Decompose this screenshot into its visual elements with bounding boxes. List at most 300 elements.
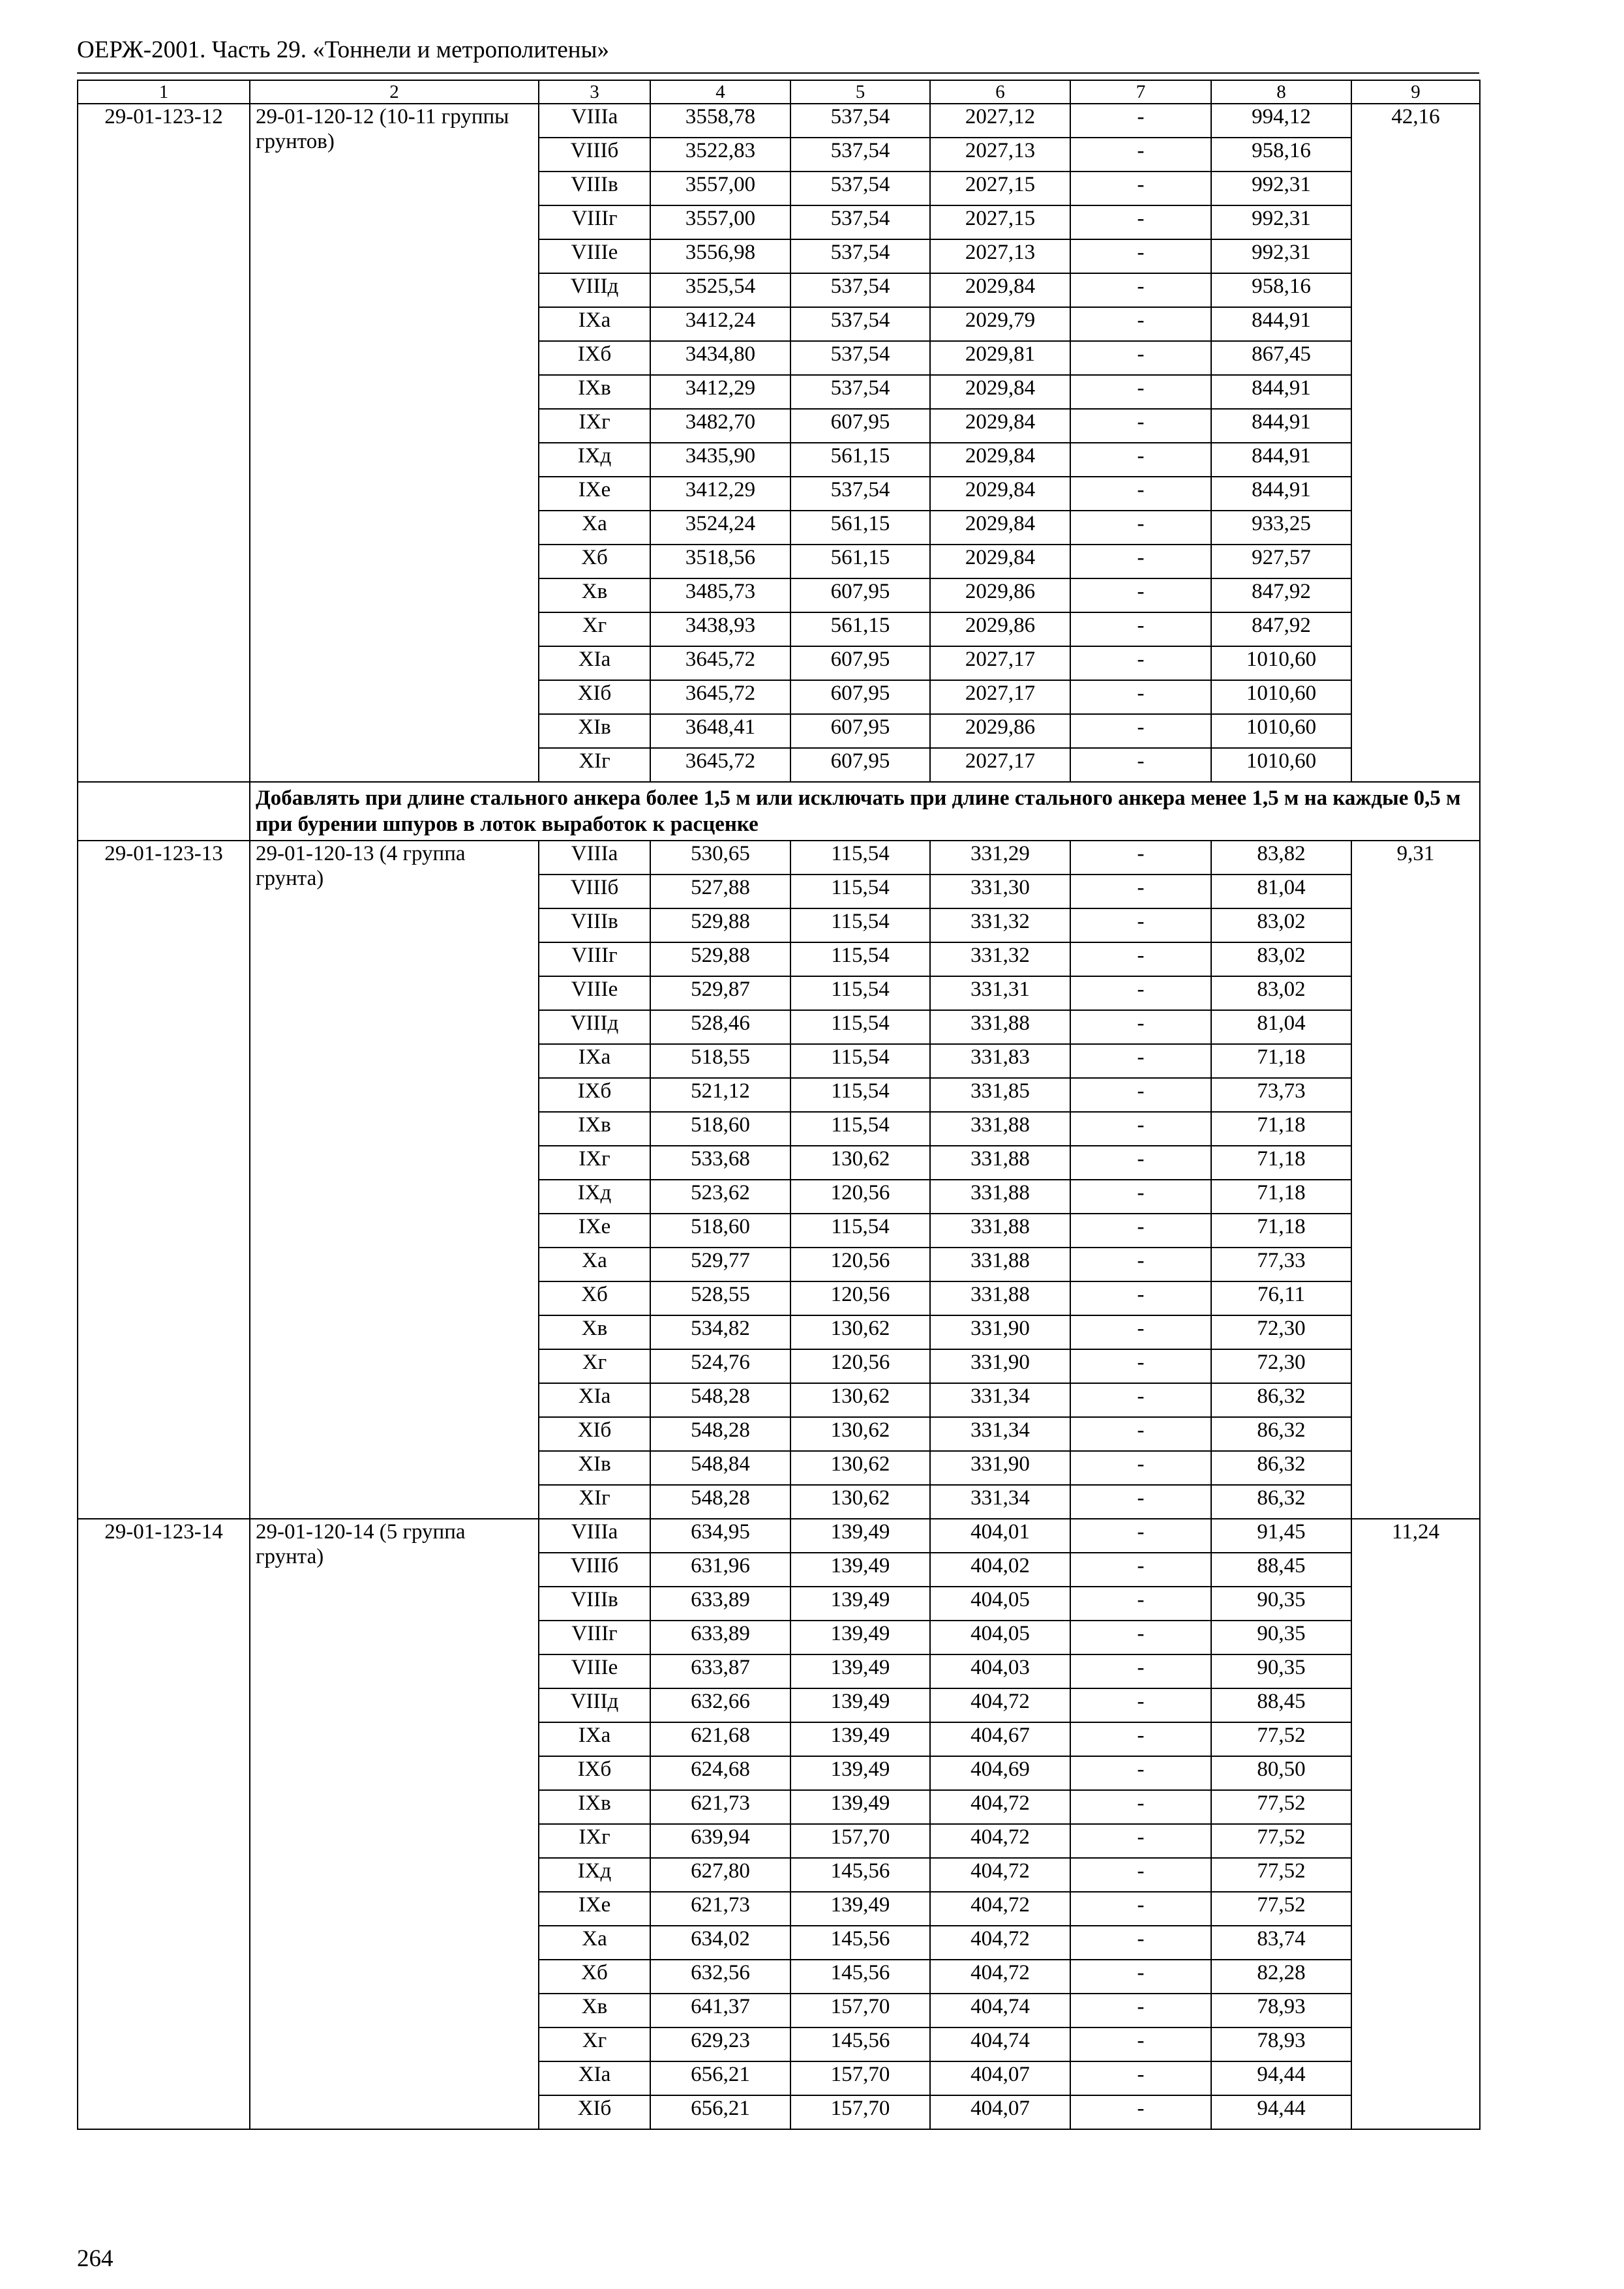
value-col4: 524,76	[650, 1349, 790, 1383]
value-col7: -	[1070, 1858, 1211, 1892]
value-col5: 130,62	[790, 1146, 930, 1180]
note-text: Добавлять при длине стального анкера более 1,5 м или исключать при длине стального анкера менее 1,5 м на каждые 0,5 м при бурении шпуров в лоток выработок к расценке	[250, 782, 1480, 841]
value-col6: 331,90	[930, 1315, 1070, 1349]
value-col5: 145,56	[790, 1858, 930, 1892]
value-col5: 120,56	[790, 1281, 930, 1315]
value-col8: 958,16	[1211, 138, 1351, 172]
value-col6: 2027,13	[930, 138, 1070, 172]
rate-code: 29-01-123-13	[78, 841, 250, 1519]
rock-category: XIв	[539, 714, 650, 748]
value-col4: 518,60	[650, 1214, 790, 1248]
value-col7: -	[1070, 1553, 1211, 1587]
rock-category: Xг	[539, 612, 650, 646]
value-col7: -	[1070, 1044, 1211, 1078]
value-col6: 331,88	[930, 1248, 1070, 1281]
value-col9: 11,24	[1351, 1519, 1480, 2129]
value-col4: 631,96	[650, 1553, 790, 1587]
value-col5: 115,54	[790, 1112, 930, 1146]
rock-category: XIв	[539, 1451, 650, 1485]
value-col4: 3556,98	[650, 239, 790, 273]
value-col8: 844,91	[1211, 443, 1351, 477]
value-col8: 86,32	[1211, 1485, 1351, 1519]
rock-category: XIг	[539, 1485, 650, 1519]
value-col5: 115,54	[790, 908, 930, 942]
value-col4: 3645,72	[650, 646, 790, 680]
rock-category: IXа	[539, 1722, 650, 1756]
value-col5: 537,54	[790, 307, 930, 341]
value-col4: 633,87	[650, 1654, 790, 1688]
value-col4: 634,02	[650, 1926, 790, 1960]
column-number: 4	[650, 80, 790, 104]
value-col5: 537,54	[790, 273, 930, 307]
value-col5: 139,49	[790, 1688, 930, 1722]
value-col6: 404,07	[930, 2061, 1070, 2095]
value-col8: 83,02	[1211, 976, 1351, 1010]
value-col6: 404,01	[930, 1519, 1070, 1553]
value-col5: 120,56	[790, 1349, 930, 1383]
value-col6: 331,88	[930, 1146, 1070, 1180]
value-col7: -	[1070, 443, 1211, 477]
value-col6: 331,88	[930, 1214, 1070, 1248]
column-number: 3	[539, 80, 650, 104]
rock-category: XIа	[539, 1383, 650, 1417]
value-col4: 641,37	[650, 1994, 790, 2027]
value-col5: 139,49	[790, 1621, 930, 1654]
value-col5: 157,70	[790, 1824, 930, 1858]
value-col8: 72,30	[1211, 1349, 1351, 1383]
value-col4: 3485,73	[650, 578, 790, 612]
rock-category: IXд	[539, 1858, 650, 1892]
value-col7: -	[1070, 409, 1211, 443]
value-col5: 607,95	[790, 578, 930, 612]
rock-category: Xа	[539, 511, 650, 545]
value-col7: -	[1070, 273, 1211, 307]
value-col4: 518,60	[650, 1112, 790, 1146]
value-col8: 1010,60	[1211, 714, 1351, 748]
value-col8: 71,18	[1211, 1214, 1351, 1248]
value-col6: 2027,17	[930, 646, 1070, 680]
value-col8: 73,73	[1211, 1078, 1351, 1112]
value-col8: 1010,60	[1211, 646, 1351, 680]
column-number: 8	[1211, 80, 1351, 104]
rock-category: VIIIе	[539, 976, 650, 1010]
value-col4: 529,88	[650, 942, 790, 976]
value-col6: 2027,13	[930, 239, 1070, 273]
note-row	[78, 782, 1480, 841]
value-col7: -	[1070, 841, 1211, 875]
value-col8: 94,44	[1211, 2061, 1351, 2095]
value-col4: 629,23	[650, 2027, 790, 2061]
header-rule	[77, 72, 1479, 74]
value-col6: 2029,84	[930, 477, 1070, 511]
rock-category: VIIIа	[539, 841, 650, 875]
value-col7: -	[1070, 1214, 1211, 1248]
value-col8: 933,25	[1211, 511, 1351, 545]
value-col5: 115,54	[790, 1010, 930, 1044]
value-col8: 77,52	[1211, 1790, 1351, 1824]
value-col5: 561,15	[790, 511, 930, 545]
value-col7: -	[1070, 875, 1211, 908]
column-number: 5	[790, 80, 930, 104]
rate-description: 29-01-120-14 (5 группа грунта)	[250, 1519, 539, 2129]
value-col6: 331,32	[930, 908, 1070, 942]
value-col8: 77,33	[1211, 1248, 1351, 1281]
value-col7: -	[1070, 976, 1211, 1010]
value-col5: 139,49	[790, 1756, 930, 1790]
value-col7: -	[1070, 1587, 1211, 1621]
value-col6: 404,72	[930, 1824, 1070, 1858]
value-col5: 139,49	[790, 1587, 930, 1621]
value-col4: 634,95	[650, 1519, 790, 1553]
value-col8: 992,31	[1211, 239, 1351, 273]
value-col8: 992,31	[1211, 172, 1351, 205]
value-col4: 3522,83	[650, 138, 790, 172]
value-col5: 561,15	[790, 443, 930, 477]
value-col5: 145,56	[790, 1926, 930, 1960]
value-col6: 404,72	[930, 1858, 1070, 1892]
value-col5: 561,15	[790, 545, 930, 578]
value-col6: 2027,15	[930, 205, 1070, 239]
value-col7: -	[1070, 1824, 1211, 1858]
value-col4: 548,28	[650, 1417, 790, 1451]
value-col8: 77,52	[1211, 1722, 1351, 1756]
rock-category: VIIIб	[539, 1553, 650, 1587]
value-col7: -	[1070, 1010, 1211, 1044]
value-col6: 2029,84	[930, 511, 1070, 545]
value-col6: 331,88	[930, 1281, 1070, 1315]
value-col6: 2029,86	[930, 578, 1070, 612]
rock-category: IXе	[539, 1892, 650, 1926]
value-col5: 537,54	[790, 205, 930, 239]
value-col5: 145,56	[790, 2027, 930, 2061]
value-col6: 331,85	[930, 1078, 1070, 1112]
value-col7: -	[1070, 942, 1211, 976]
value-col6: 404,72	[930, 1688, 1070, 1722]
value-col6: 404,72	[930, 1926, 1070, 1960]
rock-category: IXв	[539, 375, 650, 409]
value-col6: 331,31	[930, 976, 1070, 1010]
value-col6: 404,07	[930, 2095, 1070, 2129]
value-col4: 3482,70	[650, 409, 790, 443]
value-col6: 404,05	[930, 1621, 1070, 1654]
value-col6: 2029,84	[930, 273, 1070, 307]
value-col4: 548,28	[650, 1383, 790, 1417]
rock-category: XIг	[539, 748, 650, 782]
value-col7: -	[1070, 307, 1211, 341]
value-col8: 994,12	[1211, 104, 1351, 138]
rock-category: IXа	[539, 1044, 650, 1078]
value-col6: 331,32	[930, 942, 1070, 976]
rate-code: 29-01-123-14	[78, 1519, 250, 2129]
value-col5: 157,70	[790, 2095, 930, 2129]
rock-category: IXе	[539, 477, 650, 511]
rock-category: IXг	[539, 1824, 650, 1858]
rock-category: VIIIб	[539, 138, 650, 172]
value-col8: 867,45	[1211, 341, 1351, 375]
value-col6: 404,74	[930, 1994, 1070, 2027]
value-col9: 9,31	[1351, 841, 1480, 1519]
value-col8: 90,35	[1211, 1587, 1351, 1621]
value-col7: -	[1070, 477, 1211, 511]
value-col5: 115,54	[790, 841, 930, 875]
value-col4: 3645,72	[650, 680, 790, 714]
value-col4: 3412,29	[650, 375, 790, 409]
value-col5: 130,62	[790, 1485, 930, 1519]
rock-category: VIIIд	[539, 1010, 650, 1044]
rock-category: VIIIв	[539, 172, 650, 205]
value-col6: 331,34	[930, 1383, 1070, 1417]
value-col8: 71,18	[1211, 1180, 1351, 1214]
value-col7: -	[1070, 1078, 1211, 1112]
value-col5: 607,95	[790, 714, 930, 748]
value-col8: 88,45	[1211, 1553, 1351, 1587]
value-col7: -	[1070, 680, 1211, 714]
value-col5: 120,56	[790, 1180, 930, 1214]
value-col6: 2029,84	[930, 545, 1070, 578]
rock-category: Xв	[539, 1994, 650, 2027]
rock-category: Xв	[539, 1315, 650, 1349]
value-col6: 331,83	[930, 1044, 1070, 1078]
value-col7: -	[1070, 1994, 1211, 2027]
rock-category: VIIIд	[539, 273, 650, 307]
rock-category: IXг	[539, 409, 650, 443]
rate-description: 29-01-120-12 (10-11 группы грунтов)	[250, 104, 539, 782]
rock-category: VIIIг	[539, 205, 650, 239]
table-row	[78, 1519, 1480, 1553]
value-col4: 3524,24	[650, 511, 790, 545]
value-col4: 3412,29	[650, 477, 790, 511]
value-col6: 331,34	[930, 1485, 1070, 1519]
value-col8: 1010,60	[1211, 680, 1351, 714]
value-col8: 844,91	[1211, 409, 1351, 443]
value-col7: -	[1070, 2027, 1211, 2061]
rock-category: VIIIе	[539, 1654, 650, 1688]
value-col7: -	[1070, 1892, 1211, 1926]
value-col7: -	[1070, 1451, 1211, 1485]
value-col4: 523,62	[650, 1180, 790, 1214]
value-col6: 2029,79	[930, 307, 1070, 341]
value-col6: 2027,17	[930, 748, 1070, 782]
column-number: 7	[1070, 80, 1211, 104]
value-col6: 2029,84	[930, 443, 1070, 477]
value-col5: 157,70	[790, 2061, 930, 2095]
page-header-title: ОЕРЖ-2001. Часть 29. «Тоннели и метрополитены»	[77, 37, 609, 63]
value-col8: 90,35	[1211, 1654, 1351, 1688]
value-col4: 528,46	[650, 1010, 790, 1044]
value-col5: 115,54	[790, 1044, 930, 1078]
value-col4: 548,28	[650, 1485, 790, 1519]
value-col5: 607,95	[790, 680, 930, 714]
value-col8: 81,04	[1211, 1010, 1351, 1044]
value-col5: 115,54	[790, 1078, 930, 1112]
value-col8: 83,82	[1211, 841, 1351, 875]
rock-category: XIа	[539, 2061, 650, 2095]
value-col8: 81,04	[1211, 875, 1351, 908]
value-col7: -	[1070, 908, 1211, 942]
value-col5: 120,56	[790, 1248, 930, 1281]
rock-category: VIIIг	[539, 1621, 650, 1654]
value-col5: 139,49	[790, 1519, 930, 1553]
value-col8: 77,52	[1211, 1892, 1351, 1926]
value-col7: -	[1070, 578, 1211, 612]
value-col5: 537,54	[790, 341, 930, 375]
value-col7: -	[1070, 1621, 1211, 1654]
value-col7: -	[1070, 2095, 1211, 2129]
value-col5: 130,62	[790, 1315, 930, 1349]
value-col8: 78,93	[1211, 2027, 1351, 2061]
rock-category: VIIIв	[539, 908, 650, 942]
value-col8: 958,16	[1211, 273, 1351, 307]
value-col6: 2027,12	[930, 104, 1070, 138]
value-col8: 847,92	[1211, 612, 1351, 646]
rock-category: IXв	[539, 1790, 650, 1824]
value-col5: 561,15	[790, 612, 930, 646]
value-col7: -	[1070, 714, 1211, 748]
value-col5: 130,62	[790, 1383, 930, 1417]
column-number-row	[78, 80, 1480, 104]
value-col8: 83,02	[1211, 908, 1351, 942]
value-col7: -	[1070, 1654, 1211, 1688]
rock-category: IXв	[539, 1112, 650, 1146]
value-col5: 607,95	[790, 646, 930, 680]
value-col7: -	[1070, 1315, 1211, 1349]
value-col4: 621,68	[650, 1722, 790, 1756]
value-col5: 139,49	[790, 1722, 930, 1756]
value-col5: 537,54	[790, 172, 930, 205]
value-col7: -	[1070, 1281, 1211, 1315]
column-number: 2	[250, 80, 539, 104]
value-col6: 2029,86	[930, 714, 1070, 748]
value-col7: -	[1070, 104, 1211, 138]
rock-category: Xг	[539, 2027, 650, 2061]
value-col4: 533,68	[650, 1146, 790, 1180]
rock-category: Xг	[539, 1349, 650, 1383]
value-col7: -	[1070, 375, 1211, 409]
value-col4: 529,87	[650, 976, 790, 1010]
value-col6: 2027,17	[930, 680, 1070, 714]
value-col6: 331,29	[930, 841, 1070, 875]
value-col4: 621,73	[650, 1892, 790, 1926]
value-col4: 627,80	[650, 1858, 790, 1892]
value-col7: -	[1070, 545, 1211, 578]
value-col5: 115,54	[790, 976, 930, 1010]
value-col8: 94,44	[1211, 2095, 1351, 2129]
value-col6: 2027,15	[930, 172, 1070, 205]
rock-category: IXб	[539, 1078, 650, 1112]
value-col4: 528,55	[650, 1281, 790, 1315]
value-col7: -	[1070, 239, 1211, 273]
value-col8: 86,32	[1211, 1451, 1351, 1485]
value-col5: 537,54	[790, 375, 930, 409]
value-col4: 656,21	[650, 2095, 790, 2129]
rock-category: IXб	[539, 341, 650, 375]
rate-description: 29-01-120-13 (4 группа грунта)	[250, 841, 539, 1519]
value-col4: 518,55	[650, 1044, 790, 1078]
rate-code: 29-01-123-12	[78, 104, 250, 782]
value-col7: -	[1070, 138, 1211, 172]
rock-category: IXд	[539, 1180, 650, 1214]
rock-category: VIIIе	[539, 239, 650, 273]
value-col6: 404,74	[930, 2027, 1070, 2061]
rock-category: VIIIд	[539, 1688, 650, 1722]
value-col7: -	[1070, 748, 1211, 782]
value-col7: -	[1070, 1146, 1211, 1180]
value-col5: 139,49	[790, 1790, 930, 1824]
value-col4: 527,88	[650, 875, 790, 908]
value-col7: -	[1070, 172, 1211, 205]
value-col8: 76,11	[1211, 1281, 1351, 1315]
rock-category: IXд	[539, 443, 650, 477]
value-col4: 534,82	[650, 1315, 790, 1349]
value-col6: 2029,84	[930, 409, 1070, 443]
table-row	[78, 104, 1480, 138]
value-col8: 77,52	[1211, 1858, 1351, 1892]
value-col6: 2029,81	[930, 341, 1070, 375]
value-col4: 529,77	[650, 1248, 790, 1281]
value-col8: 82,28	[1211, 1960, 1351, 1994]
rock-category: IXг	[539, 1146, 650, 1180]
rates-table	[77, 80, 1481, 2130]
value-col7: -	[1070, 646, 1211, 680]
value-col4: 621,73	[650, 1790, 790, 1824]
value-col6: 331,90	[930, 1451, 1070, 1485]
rock-category: Xв	[539, 578, 650, 612]
value-col7: -	[1070, 1383, 1211, 1417]
value-col8: 1010,60	[1211, 748, 1351, 782]
value-col8: 927,57	[1211, 545, 1351, 578]
value-col7: -	[1070, 2061, 1211, 2095]
value-col5: 115,54	[790, 1214, 930, 1248]
rock-category: IXа	[539, 307, 650, 341]
rock-category: VIIIг	[539, 942, 650, 976]
value-col4: 521,12	[650, 1078, 790, 1112]
value-col7: -	[1070, 205, 1211, 239]
value-col4: 656,21	[650, 2061, 790, 2095]
value-col4: 633,89	[650, 1621, 790, 1654]
value-col8: 71,18	[1211, 1044, 1351, 1078]
value-col8: 992,31	[1211, 205, 1351, 239]
value-col4: 624,68	[650, 1756, 790, 1790]
value-col4: 3525,54	[650, 273, 790, 307]
rock-category: XIб	[539, 1417, 650, 1451]
value-col6: 404,72	[930, 1790, 1070, 1824]
value-col4: 639,94	[650, 1824, 790, 1858]
value-col7: -	[1070, 1112, 1211, 1146]
value-col7: -	[1070, 1926, 1211, 1960]
value-col8: 844,91	[1211, 375, 1351, 409]
value-col5: 537,54	[790, 138, 930, 172]
value-col4: 3438,93	[650, 612, 790, 646]
value-col6: 2029,86	[930, 612, 1070, 646]
table-row	[78, 841, 1480, 875]
value-col8: 90,35	[1211, 1621, 1351, 1654]
value-col8: 91,45	[1211, 1519, 1351, 1553]
value-col8: 80,50	[1211, 1756, 1351, 1790]
value-col6: 2029,84	[930, 375, 1070, 409]
value-col4: 3558,78	[650, 104, 790, 138]
value-col5: 537,54	[790, 477, 930, 511]
value-col7: -	[1070, 511, 1211, 545]
value-col5: 139,49	[790, 1553, 930, 1587]
rock-category: VIIIб	[539, 875, 650, 908]
value-col6: 331,88	[930, 1180, 1070, 1214]
rock-category: Xб	[539, 545, 650, 578]
value-col4: 3557,00	[650, 205, 790, 239]
column-number: 9	[1351, 80, 1480, 104]
value-col5: 607,95	[790, 409, 930, 443]
value-col5: 139,49	[790, 1654, 930, 1688]
value-col7: -	[1070, 1790, 1211, 1824]
